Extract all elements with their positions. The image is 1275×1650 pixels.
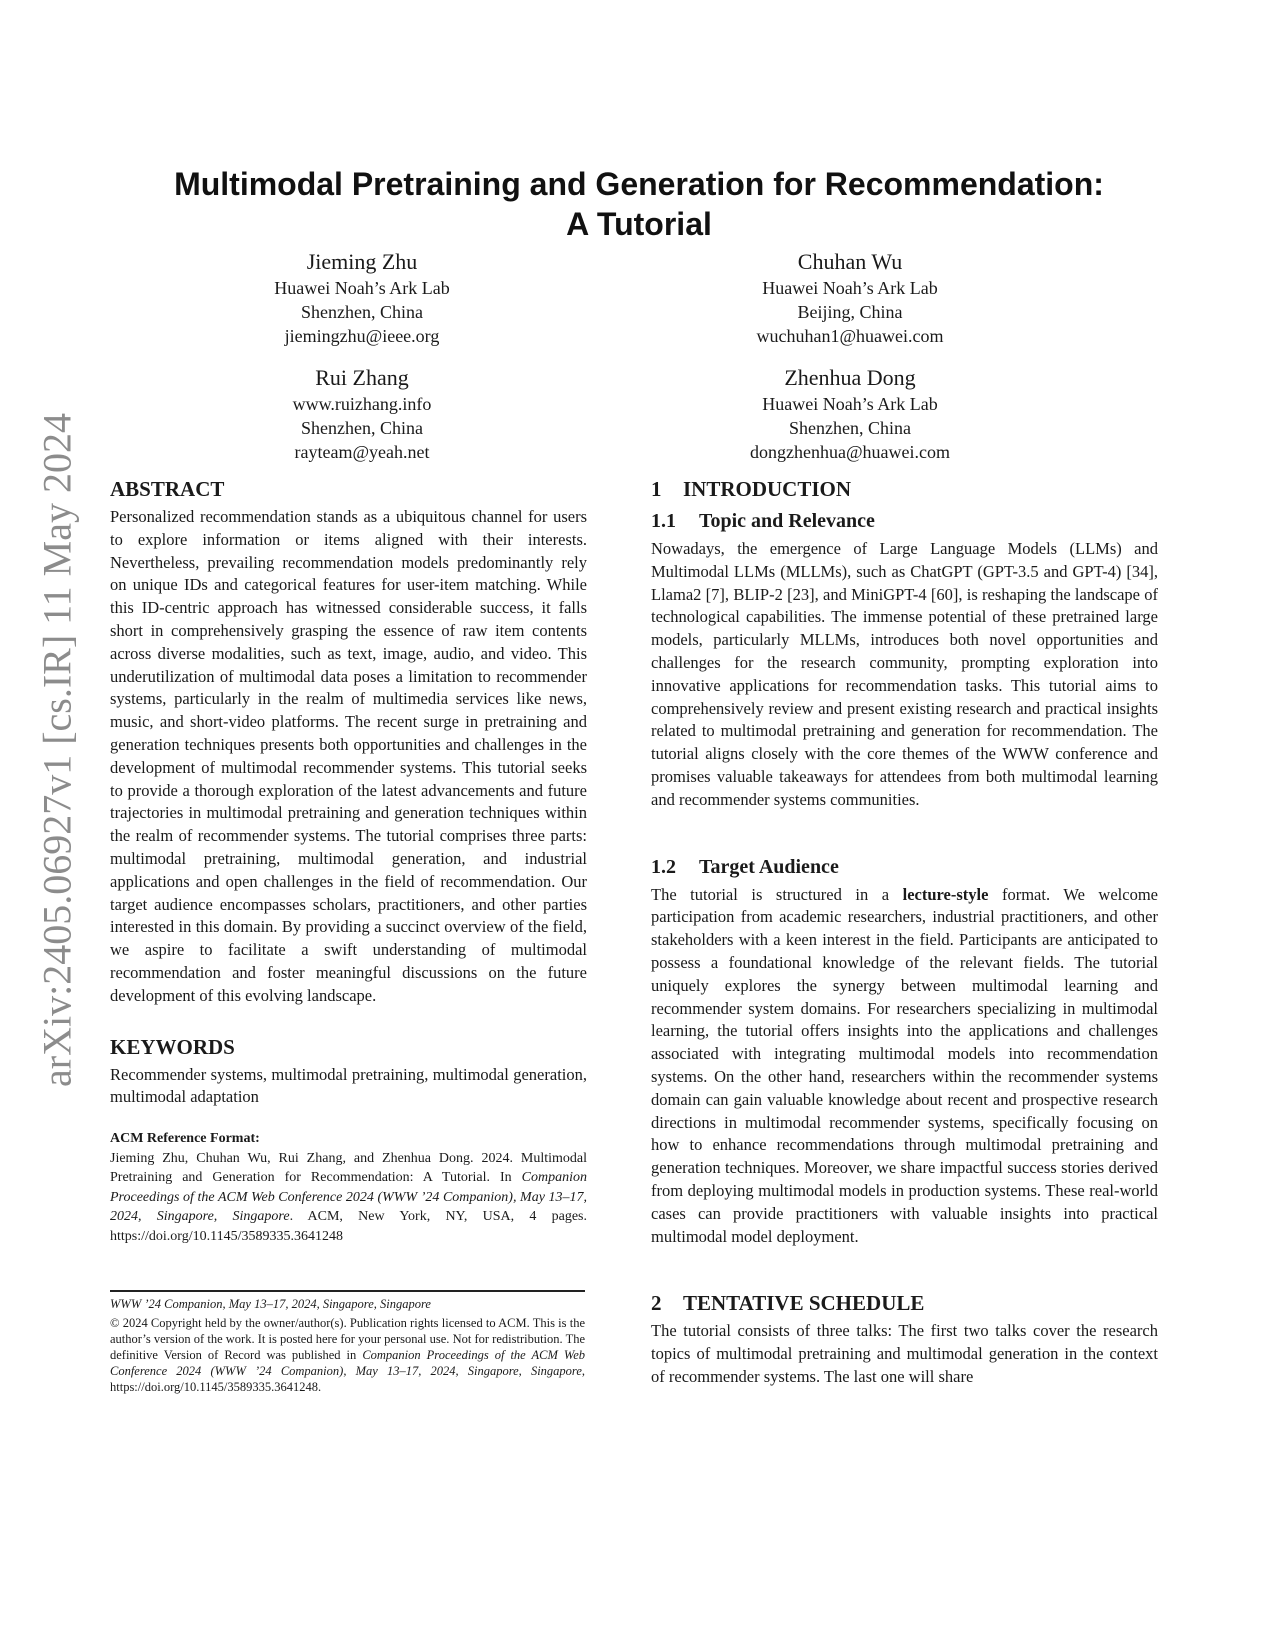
author-location: Shenzhen, China xyxy=(301,302,423,322)
author-block-1 xyxy=(152,248,572,348)
section-number: 1 xyxy=(651,477,662,501)
author-affiliation: Huawei Noah’s Ark Lab xyxy=(762,394,938,414)
author-affiliation: Huawei Noah’s Ark Lab xyxy=(274,278,450,298)
author-name: Jieming Zhu xyxy=(306,249,418,274)
subsection-number: 1.2 xyxy=(651,855,676,878)
acm-reference xyxy=(110,1129,587,1246)
footnote-venue-line: WWW ’24 Companion, May 13–17, 2024, Singapore, Singapore xyxy=(110,1297,431,1311)
left-column xyxy=(110,476,587,1246)
paper-title-line-2: A Tutorial xyxy=(566,206,712,242)
paper-title-line-1: Multimodal Pretraining and Generation for Recommendation: xyxy=(174,166,1104,202)
footnote-doi: , https://doi.org/10.1145/3589335.3641248. xyxy=(110,1364,585,1394)
footnote-copyright: © 2024 Copyright held by the owner/author(s). Publication rights licensed to ACM. This is the author’s version of the work. It is posted here for your personal use. Not for redistribution. The definitive Version of Record was published in xyxy=(110,1316,585,1362)
arxiv-stamp-text: arXiv:2405.06927v1 [cs.IR] 11 May 2024 xyxy=(34,413,80,1087)
target-audience-pre: The tutorial is structured in a xyxy=(651,884,903,904)
subsection-title: Target Audience xyxy=(699,855,839,878)
author-location: Beijing, China xyxy=(797,302,903,322)
schedule-heading xyxy=(651,1290,1158,1316)
subsection-title: Topic and Relevance xyxy=(699,510,875,532)
keywords-heading: KEYWORDS xyxy=(110,1034,235,1059)
acm-reference-heading: ACM Reference Format: xyxy=(110,1131,260,1147)
section-title: TENTATIVE SCHEDULE xyxy=(683,1291,925,1316)
author-location: Shenzhen, China xyxy=(301,418,423,438)
section-title: INTRODUCTION xyxy=(683,477,852,501)
acm-reference-venue: Companion Proceedings of the ACM Web Conference 2024 (WWW ’24 Companion), May 13–17, 2024, Singapore, Singapore xyxy=(110,1170,587,1225)
subsection-number: 1.1 xyxy=(651,510,676,532)
abstract-text: Personalized recommendation stands as a ubiquitous channel for users to explore information or items aligned with their interests. Nevertheless, prevailing recommendation models predominantly rely on unique IDs and categorical features for user-item matching. While this ID-centric approach has witnessed considerable success, it falls short in comprehensively grasping the essence of raw item contents across diverse modalities, such as text, image, audio, and video. This underutilization of multimodal data poses a limitation to recommender systems, particularly in the realm of multimedia services like news, music, and short-video platforms. The recent surge in pretraining and generation techniques presents both opportunities and challenges in the development of multimodal recommender systems. This tutorial seeks to provide a thorough exploration of the latest advancements and future trajectories in multimodal pretraining and generation techniques within the realm of recommender systems. The tutorial comprises three parts: multimodal pretraining, multimodal generation, and industrial applications and open challenges in the field of recommendation. Our target audience encompasses scholars, practitioners, and other parties interested in this domain. By providing a succinct overview of the field, we aspire to facilitate a swift understanding of multimodal recommendation and foster meaningful discussions on the future development of this evolving landscape. xyxy=(110,507,587,1005)
author-location: Shenzhen, China xyxy=(789,418,911,438)
lecture-style-emphasis: lecture-style xyxy=(902,884,989,904)
footnote-pub-venue: Companion Proceedings of the ACM Web Conference 2024 (WWW ’24 Companion), May 13–17, 2024, Singapore, Singapore xyxy=(110,1348,585,1378)
section-number: 2 xyxy=(651,1291,662,1316)
schedule-text: The tutorial consists of three talks: The first two talks cover the research topics of multimodal pretraining and multimodal generation in the context of recommender systems. The last one will share xyxy=(651,1321,1158,1386)
right-column xyxy=(651,476,1158,1389)
topic-relevance-heading xyxy=(651,508,1158,534)
author-email: rayteam@yeah.net xyxy=(294,442,430,462)
author-email: wuchuhan1@huawei.com xyxy=(756,326,944,346)
author-affiliation: www.ruizhang.info xyxy=(292,394,432,414)
target-audience-heading xyxy=(651,854,1158,880)
acm-reference-rest: . ACM, New York, NY, USA, 4 pages. https://doi.org/10.1145/3589335.3641248 xyxy=(110,1209,587,1244)
author-block-4 xyxy=(640,364,1060,464)
intro-heading xyxy=(651,476,1158,502)
paper-title xyxy=(110,164,1168,244)
author-name: Zhenhua Dong xyxy=(784,365,916,390)
author-name: Rui Zhang xyxy=(315,365,409,390)
arxiv-stamp xyxy=(32,400,82,1100)
topic-relevance-text: Nowadays, the emergence of Large Language Models (LLMs) and Multimodal LLMs (MLLMs), such as ChatGPT (GPT-3.5 and GPT-4) [34], Llama2 [7], BLIP-2 [23], and MiniGPT-4 [60], is reshaping the landscape of technological capabilities. The immense potential of these pretrained large models, particularly MLLMs, introduces both novel opportunities and challenges for the research community, prompting exploration into innovative applications for recommendation tasks. This tutorial aims to comprehensively review and present existing research and practical insights related to multimodal pretraining and generation for recommendation. The tutorial aligns closely with the core themes of the WWW conference and promises valuable takeaways for attendees from both multimodal learning and recommender systems communities. xyxy=(651,539,1158,809)
author-email: dongzhenhua@huawei.com xyxy=(749,442,950,462)
author-block-3 xyxy=(152,364,572,464)
author-email: jiemingzhu@ieee.org xyxy=(284,326,440,346)
author-affiliation: Huawei Noah’s Ark Lab xyxy=(762,278,938,298)
acm-reference-authors: Jieming Zhu, Chuhan Wu, Rui Zhang, and Zhenhua Dong. 2024. Multimodal Pretraining and Generation for Recommendation: A Tutorial. In xyxy=(110,1150,587,1186)
footnote-divider xyxy=(110,1290,585,1292)
abstract-heading: ABSTRACT xyxy=(110,477,225,501)
target-audience-body: format. We welcome participation from academic researchers, industrial practitioners, and other stakeholders with a keen interest in the field. Participants are anticipated to possess a foundational knowledge of the relevant fields. The tutorial uniquely explores the synergy between multimodal learning and recommender system domains. For researchers specializing in multimodal learning, the tutorial offers insights into the applications and challenges associated with integrating multimodal models into recommendation systems. On the other hand, researchers within the recommender systems domain can gain valuable knowledge about recent and prospective research directions in multimodal recommender systems, specifically focusing on how to enhance recommendations through multimodal pretraining and generation techniques. Moreover, we share impactful success stories derived from deploying multimodal models in production systems. These real-world cases can provide practitioners with valuable insights into practical multimodal model deployment. xyxy=(651,884,1158,1246)
target-audience-text xyxy=(651,884,1158,1249)
author-name: Chuhan Wu xyxy=(797,249,903,274)
copyright-footnote xyxy=(110,1296,585,1395)
author-block-2 xyxy=(640,248,1060,348)
keywords-text: Recommender systems, multimodal pretraining, multimodal generation, multimodal adaptation xyxy=(110,1064,587,1107)
